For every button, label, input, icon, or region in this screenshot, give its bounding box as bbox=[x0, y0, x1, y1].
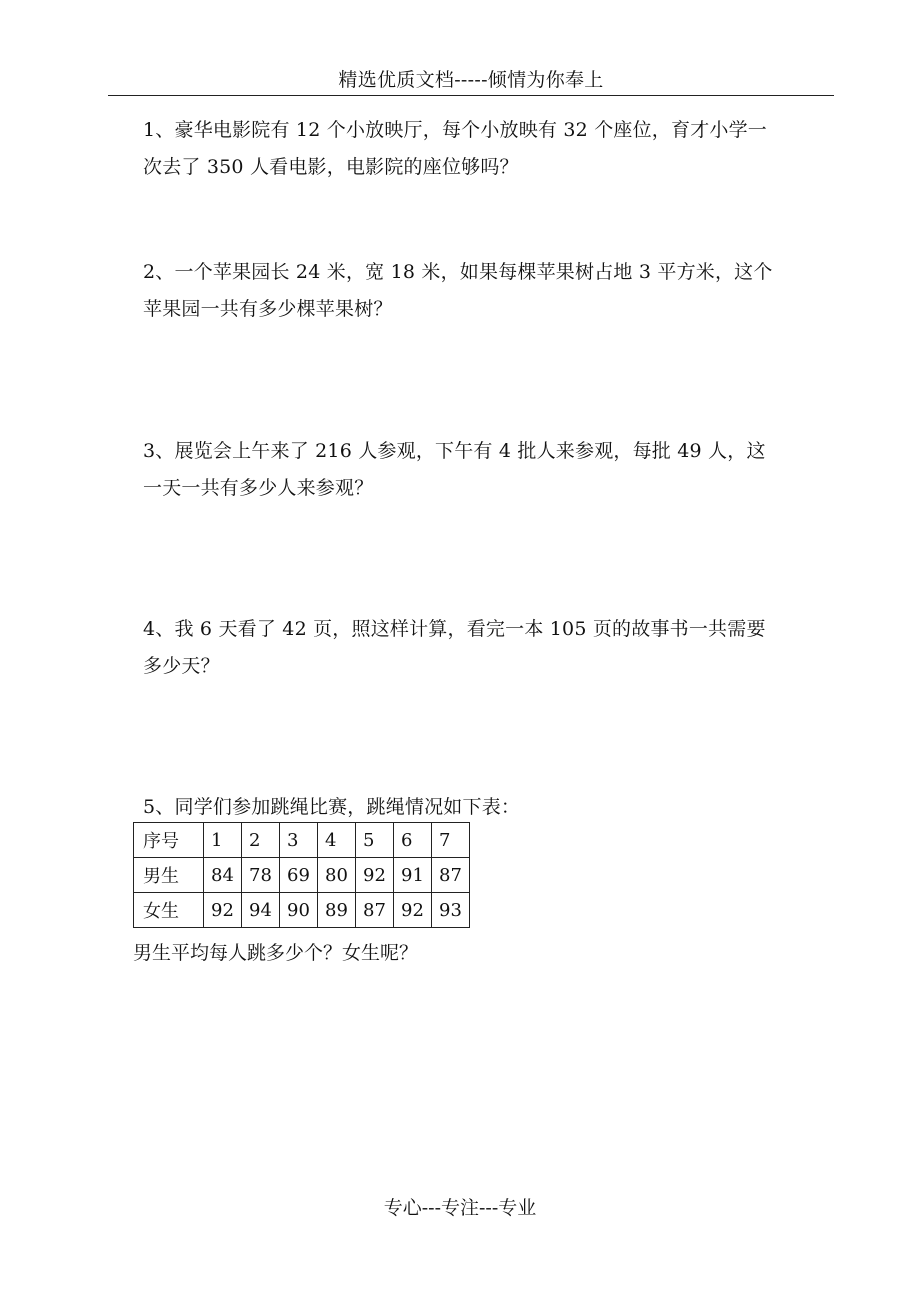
problem-4-line-2: 多少天？ bbox=[143, 655, 220, 677]
table-cell: 84 bbox=[204, 858, 242, 893]
problem-5-intro bbox=[143, 789, 833, 825]
table-header-cell: 2 bbox=[242, 823, 280, 858]
page-header: 精选优质文档-----倾情为你奉上 bbox=[338, 69, 604, 91]
problem-2-line-2: 苹果园一共有多少棵苹果树？ bbox=[143, 298, 393, 320]
table-header-row bbox=[134, 823, 470, 858]
problem-5-intro-text: 5、同学们参加跳绳比赛，跳绳情况如下表： bbox=[143, 796, 521, 818]
table-header-cell: 4 bbox=[318, 823, 356, 858]
table-cell: 78 bbox=[242, 858, 280, 893]
table-cell: 90 bbox=[280, 893, 318, 928]
table-header-cell: 1 bbox=[204, 823, 242, 858]
problem-3-line-1: 3、展览会上午来了 216 人参观，下午有 4 批人来参观，每批 49 人，这 bbox=[143, 440, 766, 462]
row-label-girls: 女生 bbox=[134, 893, 204, 928]
table-cell: 87 bbox=[432, 858, 470, 893]
table-cell: 87 bbox=[356, 893, 394, 928]
table-cell: 80 bbox=[318, 858, 356, 893]
table-cell: 92 bbox=[394, 893, 432, 928]
problem-4 bbox=[143, 611, 833, 685]
page-footer: 专心---专注---专业 bbox=[383, 1197, 537, 1219]
problem-1-line-1: 1、豪华电影院有 12 个小放映厅，每个小放映有 32 个座位，育才小学一 bbox=[143, 119, 768, 141]
problem-4-line-1: 4、我 6 天看了 42 页，照这样计算，看完一本 105 页的故事书一共需要 bbox=[143, 618, 766, 640]
problem-1 bbox=[143, 112, 833, 186]
row-label-boys: 男生 bbox=[134, 858, 204, 893]
problem-3 bbox=[143, 433, 833, 507]
problem-3-line-2: 一天一共有多少人来参观？ bbox=[143, 477, 374, 499]
table-header-cell: 7 bbox=[432, 823, 470, 858]
table-row-boys bbox=[134, 858, 470, 893]
table-cell: 93 bbox=[432, 893, 470, 928]
problem-5-question: 男生平均每人跳多少个？女生呢？ bbox=[133, 942, 419, 964]
table-header-cell: 3 bbox=[280, 823, 318, 858]
jump-rope-table bbox=[133, 822, 470, 928]
problem-2 bbox=[143, 254, 833, 328]
table-header-cell: 5 bbox=[356, 823, 394, 858]
table-cell: 91 bbox=[394, 858, 432, 893]
table-cell: 92 bbox=[356, 858, 394, 893]
problem-1-line-2: 次去了 350 人看电影，电影院的座位够吗？ bbox=[143, 156, 519, 178]
table-cell: 94 bbox=[242, 893, 280, 928]
table-row-girls bbox=[134, 893, 470, 928]
header-rule bbox=[108, 95, 834, 96]
problem-2-line-1: 2、一个苹果园长 24 米，宽 18 米，如果每棵苹果树占地 3 平方米，这个 bbox=[143, 261, 773, 283]
table-cell: 92 bbox=[204, 893, 242, 928]
table-cell: 69 bbox=[280, 858, 318, 893]
table-cell: 89 bbox=[318, 893, 356, 928]
table-header-cell: 6 bbox=[394, 823, 432, 858]
table-header-label: 序号 bbox=[134, 823, 204, 858]
